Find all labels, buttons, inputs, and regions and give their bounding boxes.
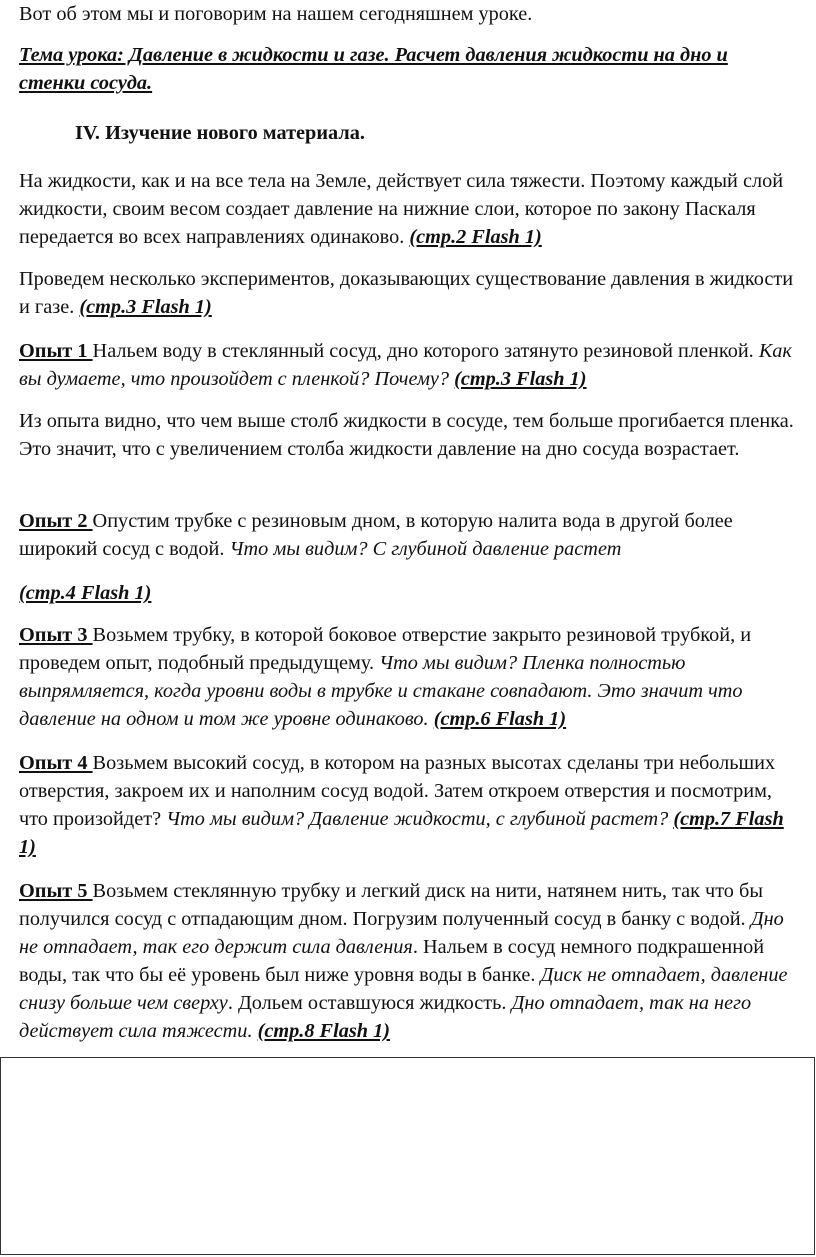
experiment-answer: Диск не отпадает, давление снизу больше чем сверху (19, 964, 788, 1014)
experiment-answer: Дно отпадает, так на него действует сила тяжести. (19, 992, 752, 1042)
paragraph-conclusion: Из опыта видно, что чем выше столб жидкости в сосуде, тем больше прогибается пленка. Это значит, что с увеличением столба жидкости давление на дно сосуда возрастает. (19, 410, 794, 460)
experiment-label: Опыт 5 (19, 880, 93, 902)
experiment-text: . Дольем оставшуюся жидкость. (227, 992, 512, 1014)
experiment-answer: Что мы видим? Давление жидкости, с глубиной растет? (166, 808, 674, 830)
lesson-topic: Тема урока: Давление в жидкости и газе. Расчет давления жидкости на дно и стенки сосуда. (19, 44, 728, 94)
experiment-3 (19, 621, 799, 733)
experiment-answer: Дно не отпадает, так его держит сила давления (19, 908, 784, 958)
flash-reference: (стр.3 Flash 1) (454, 368, 587, 390)
flash-reference: (стр.8 Flash 1) (257, 1020, 390, 1042)
experiment-text: Возьмем стеклянную трубку и легкий диск на нити, натянем нить, так что бы получился сосуд с отпадающим дном. Погрузим полученный сосуд в банку с водой. (19, 880, 763, 930)
flash-reference: (стр.4 Flash 1) (19, 582, 152, 604)
experiment-label: Опыт 3 (19, 624, 93, 646)
experiment-text: Возьмем трубку, в которой боковое отверстие закрыто резиновой трубкой, и проведем опыт, подобный предыдущему. (19, 624, 752, 674)
experiment-2 (19, 507, 799, 563)
experiment-label: Опыт 1 (19, 340, 93, 362)
flash-reference: (стр.7 Flash 1) (19, 808, 784, 858)
paragraph-text: Проведем несколько экспериментов, доказывающих существование давления в жидкости и газе. (19, 268, 794, 318)
experiment-text: Нальем воду в стеклянный сосуд, дно которого затянуто резиновой пленкой. (92, 340, 759, 362)
experiment-label: Опыт 2 (19, 510, 93, 532)
experiment-text: Возьмем высокий сосуд, в котором на разных высотах сделаны три небольших отверстия, закроем их и наполним сосуд водой. Затем откроем отверстия и посмотрим, что произойдет? (19, 752, 776, 830)
paragraph-experiments (19, 265, 799, 321)
paragraph-text: На жидкости, как и на все тела на Земле, действует сила тяжести. Поэтому каждый слой жидкости, своим весом создает давление на нижние слои, которое по закону Паскаля передается во всех направлениях одинаково. (19, 170, 784, 248)
experiment-5 (19, 877, 799, 1045)
flash-reference: (стр.3 Flash 1) (79, 296, 212, 318)
flash-reference: (стр.2 Flash 1) (409, 226, 542, 248)
experiment-text: . Нальем в сосуд немного подкрашенной воды, так что бы её уровень был ниже уровня воды в банке. (19, 936, 765, 986)
experiment-question: Как вы думаете, что произойдет с пленкой? Почему? (19, 340, 792, 390)
empty-frame (0, 1057, 815, 1255)
section-heading: IV. Изучение нового материала. (75, 122, 365, 144)
experiment-answer: Что мы видим? С глубиной давление растет (229, 538, 622, 560)
experiment-label: Опыт 4 (19, 752, 93, 774)
intro-text: Вот об этом мы и поговорим на нашем сегодняшнем уроке. (19, 3, 533, 25)
experiment-4 (19, 749, 799, 861)
experiment-1 (19, 337, 799, 393)
experiment-answer: Что мы видим? Пленка полностью выпрямляется, когда уровни воды в трубке и стакане совпадают. Это значит что давление на одном и том же уровне одинаково. (19, 652, 743, 730)
paragraph-gravity (19, 167, 799, 251)
experiment-text: Опустим трубке с резиновым дном, в которую налита вода в другой более широкий сосуд с водой. (19, 510, 733, 560)
flash-reference: (стр.6 Flash 1) (433, 708, 567, 730)
